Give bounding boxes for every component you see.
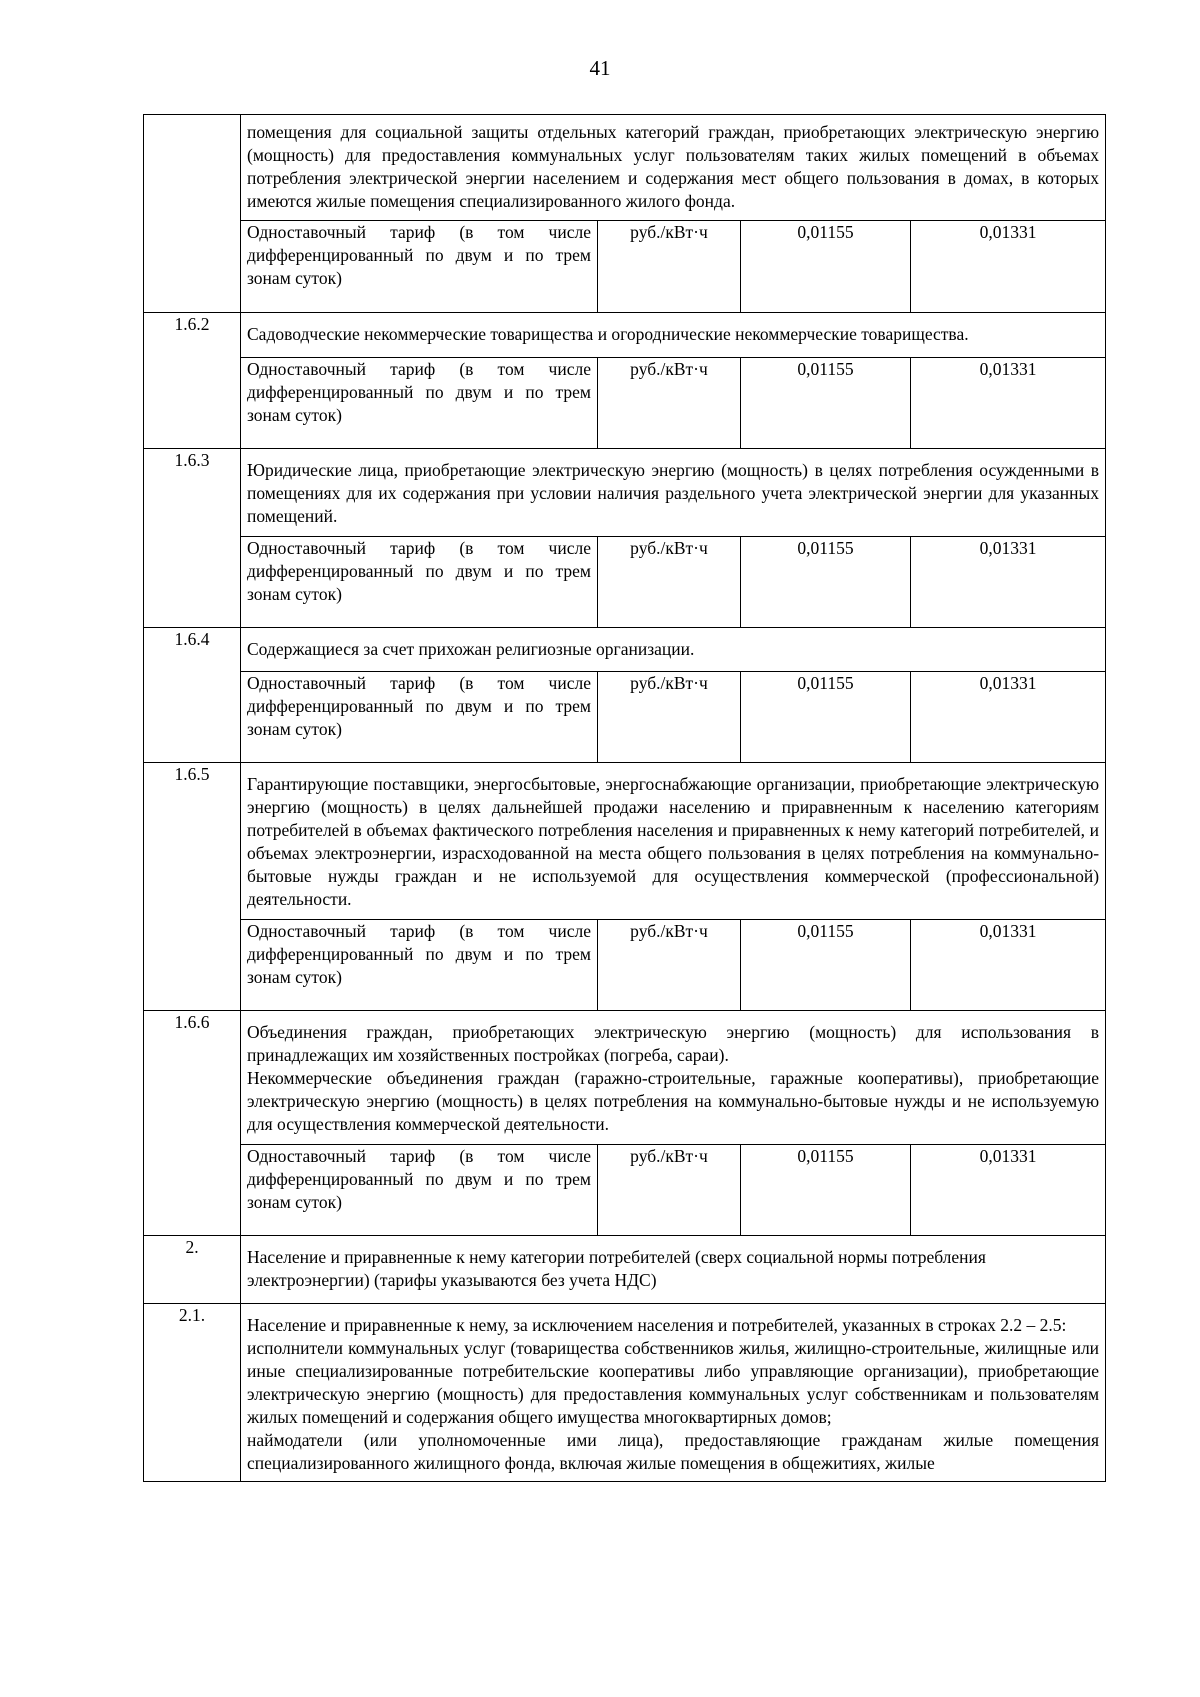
section-description	[241, 1304, 1106, 1482]
tariff-row	[144, 537, 1106, 628]
description-paragraph: Некоммерческие объединения граждан (гаражно-строительные, гаражные кооперативы), приобретающие электрическую энергию (мощность) в целях потребления на коммунально-бытовые нужды и не используемую для осуществления коммерческой деятельности.	[247, 1068, 1100, 1134]
section-number: 1.6.2	[144, 313, 241, 449]
tariff-unit: руб./кВт·ч	[598, 358, 741, 449]
tariff-value-1: 0,01155	[741, 221, 911, 313]
tariff-value-2: 0,01331	[911, 358, 1106, 449]
section-number: 1.6.4	[144, 628, 241, 763]
tariff-row	[144, 1145, 1106, 1236]
section-description	[241, 449, 1106, 537]
tariff-unit: руб./кВт·ч	[598, 1145, 741, 1236]
section-description	[241, 1011, 1106, 1145]
section-number: 1.6.6	[144, 1011, 241, 1236]
section-row	[144, 1011, 1106, 1145]
tariff-label: Одноставочный тариф (в том числе дифференцированный по двум и по трем зонам суток)	[241, 537, 598, 628]
description-paragraph: Юридические лица, приобретающие электрическую энергию (мощность) в целях потребления осужденными в помещениях для их содержания при условии наличия раздельного учета электрической энергии для указанных помещений.	[247, 460, 1100, 526]
tariff-table	[143, 114, 1106, 1482]
description-paragraph: Население и приравненные к нему, за исключением населения и потребителей, указанных в строках 2.2 – 2.5:	[247, 1315, 1067, 1335]
tariff-label: Одноставочный тариф (в том числе дифференцированный по двум и по трем зонам суток)	[241, 221, 598, 313]
section-row	[144, 449, 1106, 537]
tariff-unit: руб./кВт·ч	[598, 672, 741, 763]
tariff-row	[144, 358, 1106, 449]
section-number: 1.6.5	[144, 763, 241, 1011]
tariff-label: Одноставочный тариф (в том числе дифференцированный по двум и по трем зонам суток)	[241, 1145, 598, 1236]
tariff-label: Одноставочный тариф (в том числе дифференцированный по двум и по трем зонам суток)	[241, 358, 598, 449]
tariff-value-1: 0,01155	[741, 1145, 911, 1236]
tariff-row	[144, 221, 1106, 313]
tariff-value-1: 0,01155	[741, 537, 911, 628]
description-paragraph: Население и приравненные к нему категории потребителей (сверх социальной нормы потребления электроэнергии) (тарифы указываются без учета НДС)	[247, 1247, 986, 1290]
tariff-unit: руб./кВт·ч	[598, 221, 741, 313]
tariff-row	[144, 672, 1106, 763]
tariff-value-1: 0,01155	[741, 920, 911, 1011]
tariff-value-2: 0,01331	[911, 221, 1106, 313]
description-paragraph: наймодатели (или уполномоченные ими лица), предоставляющие гражданам жилые помещения специализированного жилищного фонда, включая жилые помещения в общежитиях, жилые	[247, 1430, 1100, 1473]
tariff-row	[144, 920, 1106, 1011]
description-paragraph: Гарантирующие поставщики, энергосбытовые, энергоснабжающие организации, приобретающие электрическую энергию (мощность) в целях дальнейшей продажи населению и приравненным к населению категориям потребителей в объемах фактического потребления населения и приравненных к нему категорий потребителей, и объемах электроэнергии, израсходованной на места общего пользования в целях потребления на коммунально-бытовые нужды граждан и не используемой для осуществления коммерческой (профессиональной) деятельности.	[247, 774, 1100, 909]
section-row	[144, 115, 1106, 221]
description-paragraph: Объединения граждан, приобретающих электрическую энергию (мощность) для использования в принадлежащих им хозяйственных постройках (погреба, сараи).	[247, 1022, 1100, 1065]
section-row	[144, 313, 1106, 358]
section-row	[144, 628, 1106, 672]
section-number: 2.	[144, 1236, 241, 1304]
section-number: 1.6.3	[144, 449, 241, 628]
tariff-value-2: 0,01331	[911, 537, 1106, 628]
section-row	[144, 763, 1106, 920]
description-paragraph: исполнители коммунальных услуг (товарищества собственников жилья, жилищно-строительные, жилищные или иные специализированные потребительские кооперативы либо управляющие организации), приобретающие электрическую энергию (мощность) для предоставления коммунальных услуг собственникам и пользователям жилых помещений и содержания общего имущества многоквартирных домов;	[247, 1338, 1100, 1427]
tariff-label: Одноставочный тариф (в том числе дифференцированный по двум и по трем зонам суток)	[241, 920, 598, 1011]
tariff-value-1: 0,01155	[741, 358, 911, 449]
description-paragraph: Садоводческие некоммерческие товарищества и огороднические некоммерческие товарищества.	[247, 324, 969, 344]
tariff-unit: руб./кВт·ч	[598, 537, 741, 628]
tariff-value-2: 0,01331	[911, 1145, 1106, 1236]
tariff-value-2: 0,01331	[911, 672, 1106, 763]
section-row	[144, 1304, 1106, 1482]
tariff-value-2: 0,01331	[911, 920, 1106, 1011]
tariff-unit: руб./кВт·ч	[598, 920, 741, 1011]
section-description	[241, 313, 1106, 358]
tariff-label: Одноставочный тариф (в том числе дифференцированный по двум и по трем зонам суток)	[241, 672, 598, 763]
section-row	[144, 1236, 1106, 1304]
page-number: 41	[589, 56, 611, 80]
section-description	[241, 1236, 1106, 1304]
section-description	[241, 628, 1106, 672]
tariff-value-1: 0,01155	[741, 672, 911, 763]
section-description	[241, 763, 1106, 920]
section-number: 2.1.	[144, 1304, 241, 1482]
section-description	[241, 115, 1106, 221]
section-number	[144, 115, 241, 313]
description-paragraph: помещения для социальной защиты отдельных категорий граждан, приобретающих электрическую энергию (мощность) для предоставления коммунальных услуг пользователям таких жилых помещений в объемах потребления электрической энергии населением и содержания мест общего пользования в домах, в которых имеются жилые помещения специализированного жилого фонда.	[247, 122, 1100, 211]
description-paragraph: Содержащиеся за счет прихожан религиозные организации.	[247, 639, 695, 659]
